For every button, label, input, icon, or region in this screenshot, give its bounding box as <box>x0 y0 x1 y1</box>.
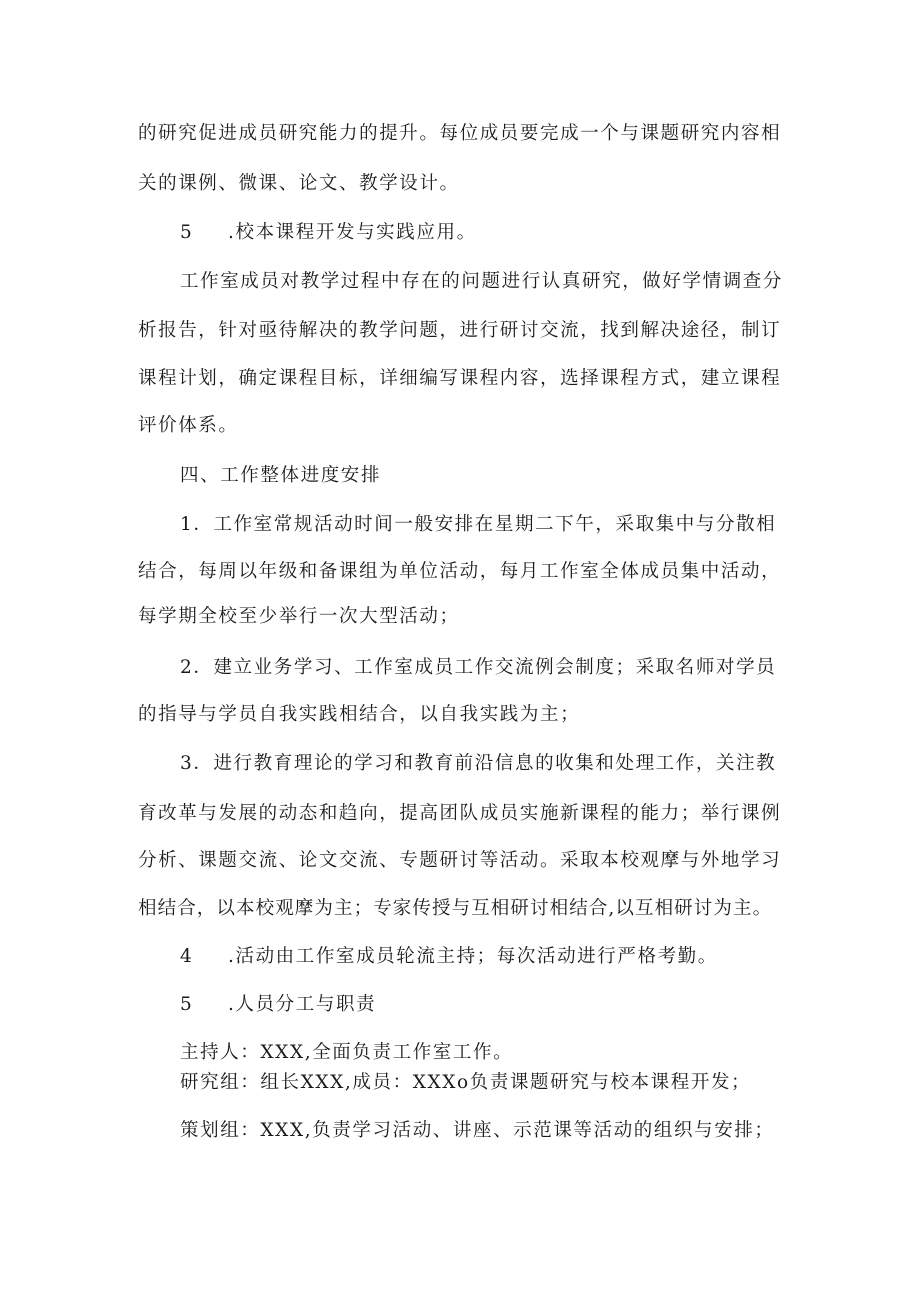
list-item-number: 5 <box>180 222 194 243</box>
text-line: 课程计划，确定课程目标，详细编写课程内容，选择课程方式，建立课程 <box>138 368 782 389</box>
text-line: 1．工作室常规活动时间一般安排在星期二下午，采取集中与分散相 <box>180 514 777 535</box>
text-line: 每学期全校至少举行一次大型活动； <box>138 606 460 627</box>
text-line: 评价体系。 <box>138 415 239 436</box>
section-heading: .人员分工与职责 <box>228 994 377 1015</box>
text-line: 析报告，针对亟待解决的教学问题，进行研讨交流，找到解决途径，制订 <box>138 320 782 341</box>
text-line: 分析、课题交流、论文交流、专题研讨等活动。采取本校观摩与外地学习 <box>138 850 782 871</box>
list-item-number: 5 <box>180 994 194 1015</box>
text-line: 育改革与发展的动态和趋向，提高团队成员实施新课程的能力；举行课例 <box>138 803 782 824</box>
text-line: 2．建立业务学习、工作室成员工作交流例会制度；采取名师对学员 <box>180 657 777 678</box>
text-line: 研究组：组长XXX,成员：XXXo负责课题研究与校本课程开发； <box>180 1072 752 1093</box>
section-heading: 四、工作整体进度安排 <box>180 465 382 486</box>
text-line: 主持人：XXX,全面负责工作室工作。 <box>180 1042 514 1063</box>
text-line: .活动由工作室成员轮流主持；每次活动进行严格考勤。 <box>228 946 718 967</box>
text-line: 的指导与学员自我实践相结合，以自我实践为主； <box>138 704 581 725</box>
text-line: 相结合，以本校观摩为主；专家传授与互相研讨相结合,以互相研讨为主。 <box>138 898 773 919</box>
text-line: 结合，每周以年级和备课组为单位活动，每月工作室全体成员集中活动， <box>138 561 782 582</box>
text-line: 3．进行教育理论的学习和教育前沿信息的收集和处理工作，关注教 <box>180 753 777 774</box>
list-item-number: 4 <box>180 946 194 967</box>
text-line: 关的课例、微课、论文、教学设计。 <box>138 173 460 194</box>
text-line: 工作室成员对教学过程中存在的问题进行认真研究，做好学情调查分 <box>180 271 784 292</box>
text-line: 的研究促进成员研究能力的提升。每位成员要完成一个与课题研究内容相 <box>138 123 782 144</box>
section-heading: .校本课程开发与实践应用。 <box>228 222 477 243</box>
text-line: 策划组：XXX,负责学习活动、讲座、示范课等活动的组织与安排； <box>180 1120 775 1141</box>
